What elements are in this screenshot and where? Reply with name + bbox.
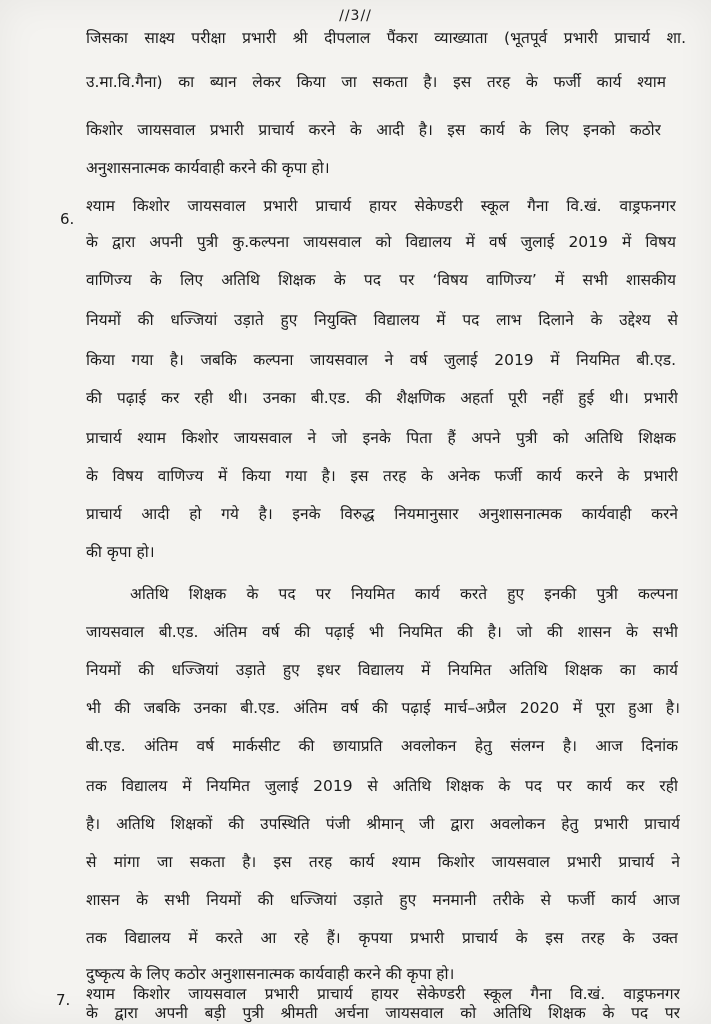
text-line: श्याम किशोर जायसवाल प्रभारी प्राचार्य हायर सेकेण्डरी स्कूल गैना वि.खं. वाड्रफनगर [86, 197, 676, 215]
text-line: तक विद्यालय में नियमित जुलाई 2019 से अतिथि शिक्षक के पद पर कार्य कर रही [86, 777, 678, 795]
text-line: दुष्कृत्य के लिए कठोर अनुशासनात्मक कार्यवाही करने की कृपा हो। [86, 965, 455, 983]
text-line: बी.एड. अंतिम वर्ष मार्कसीट की छायाप्रति अवलोकन हेतु संलग्न है। आज दिनांक [86, 737, 678, 755]
text-line: नियमों की धज्जियां उड़ाते हुए नियुक्ति विद्यालय में पद लाभ दिलाने के उद्देश्य से [86, 311, 678, 329]
text-line: जिसका साक्ष्य परीक्षा प्रभारी श्री दीपलाल पैंकरा व्याख्याता (भूतपूर्व प्रभारी प्राचार्य शा. [86, 29, 686, 47]
text-line: वाणिज्य के लिए अतिथि शिक्षक के पद पर ‘विषय वाणिज्य’ में सभी शासकीय [86, 271, 676, 289]
text-line: प्राचार्य आदी हो गये है। इनके विरुद्ध नियमानुसार अनुशासनात्मक कार्यवाही करने [86, 505, 678, 523]
text-line: की पढ़ाई कर रही थी। उनका बी.एड. की शैक्षणिक अहर्ता पूरी नहीं हुई थी। प्रभारी [86, 389, 678, 407]
text-line: किशोर जायसवाल प्रभारी प्राचार्य करने के आदी है। इस कार्य के लिए इनको कठोर [86, 121, 661, 139]
text-line: उ.मा.वि.गैना) का ब्यान लेकर किया जा सकता है। इस तरह के फर्जी कार्य श्याम [86, 73, 666, 91]
text-line: के द्वारा अपनी बड़ी पुत्री श्रीमती अर्चना जायसवाल को अतिथि शिक्षक के पद पर [86, 1004, 680, 1022]
text-line: किया गया है। जबकि कल्पना जायसवाल ने वर्ष जुलाई 2019 में नियमित बी.एड. [86, 351, 676, 369]
text-line: प्राचार्य श्याम किशोर जायसवाल ने जो इनके पिता हैं अपने पुत्री को अतिथि शिक्षक [86, 429, 676, 447]
text-line: अतिथि शिक्षक के पद पर नियमित कार्य करते हुए इनकी पुत्री कल्पना [130, 585, 678, 603]
text-line: के विषय वाणिज्य में किया गया है। इस तरह के अनेक फर्जी कार्य करने के प्रभारी [86, 467, 678, 485]
text-line: भी की जबकि उनका बी.एड. अंतिम वर्ष की पढ़ाई मार्च–अप्रैल 2020 में पूरा हुआ है। [86, 699, 680, 717]
text-line: श्याम किशोर जायसवाल प्रभारी प्राचार्य हायर सेकेण्डरी स्कूल गैना वि.खं. वाड्रफनगर [86, 985, 680, 1003]
paragraph-number: 7. [56, 991, 71, 1009]
page-number: //3// [339, 8, 372, 24]
text-line: जायसवाल बी.एड. अंतिम वर्ष की पढ़ाई भी नियमित की है। जो की शासन के सभी [86, 623, 678, 641]
text-line: की कृपा हो। [86, 543, 155, 561]
text-line: अनुशासनात्मक कार्यवाही करने की कृपा हो। [86, 159, 330, 177]
paragraph-number: 6. [60, 210, 75, 228]
text-line: के द्वारा अपनी पुत्री कु.कल्पना जायसवाल को विद्यालय में वर्ष जुलाई 2019 में विषय [86, 233, 676, 251]
text-line: शासन के सभी नियमों की धज्जियां उड़ाते हुए मनमानी तरीके से फर्जी कार्य आज [86, 891, 680, 909]
text-line: है। अतिथि शिक्षकों की उपस्थिति पंजी श्रीमान् जी द्वारा अवलोकन हेतु प्रभारी प्राचार्य [86, 815, 680, 833]
text-line: से मांगा जा सकता है। इस तरह कार्य श्याम किशोर जायसवाल प्रभारी प्राचार्य ने [86, 853, 680, 871]
text-line: तक विद्यालय में करते आ रहे हैं। कृपया प्रभारी प्राचार्य के इस तरह के उक्त [86, 929, 678, 947]
text-line: नियमों की धज्जियां उड़ाते हुए इधर विद्यालय में नियमित अतिथि शिक्षक का कार्य [86, 661, 678, 679]
